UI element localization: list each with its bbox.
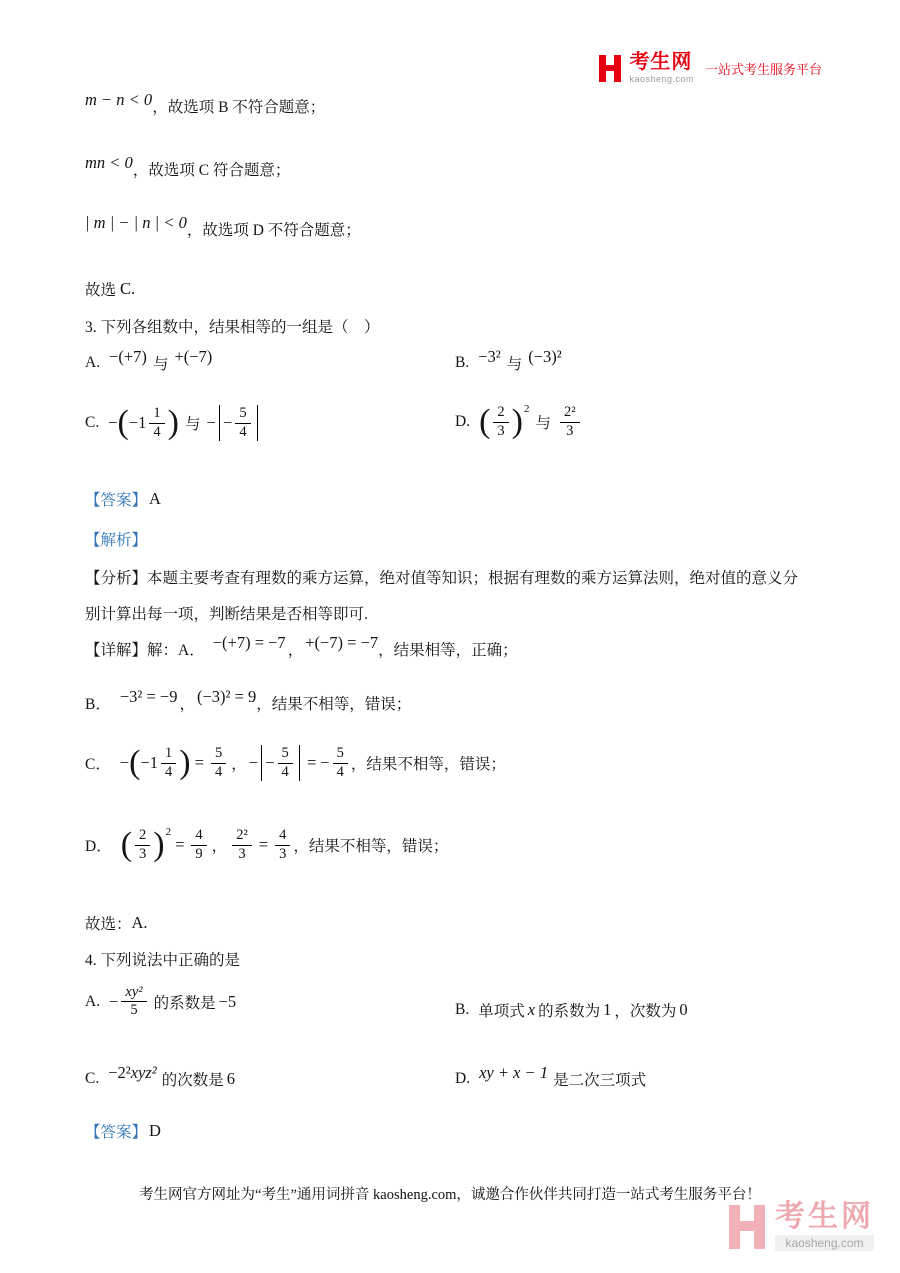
denominator: 3	[566, 422, 574, 439]
math-expression: mn < 0	[85, 153, 133, 172]
q4-title	[85, 948, 240, 970]
math-expression: +(−7)	[174, 347, 213, 366]
math-expression: (−3)²	[528, 347, 562, 366]
q3-title	[85, 315, 380, 337]
numerator: 1	[149, 406, 164, 423]
conclusion-choice: A.	[131, 913, 148, 932]
variable: x	[527, 1000, 536, 1019]
minus-sign: −	[248, 753, 259, 772]
q4-option-a	[85, 985, 236, 1018]
fraction	[333, 746, 348, 779]
denominator: 4	[336, 763, 344, 780]
numerator: xy²	[121, 985, 146, 1002]
abs-bar	[257, 405, 258, 441]
comma: ，	[211, 838, 228, 855]
question-title-text: 3. 下列各组数中，结果相等的一组是（ ）	[85, 319, 380, 336]
numerator: 5	[211, 746, 226, 763]
option-label: B.	[455, 354, 470, 371]
option-text: 单项式	[478, 1003, 525, 1020]
numerator: 5	[333, 746, 348, 763]
denominator: 4	[214, 763, 223, 780]
fraction	[149, 406, 164, 439]
denominator: 3	[238, 845, 246, 862]
value: 6	[226, 1069, 236, 1088]
exponent: 2	[165, 826, 172, 838]
fraction	[235, 406, 250, 439]
left-paren: (	[129, 744, 141, 781]
q3-answer-row	[85, 488, 161, 510]
right-paren: )	[153, 826, 165, 863]
denominator: 4	[281, 763, 289, 780]
q2-solution-line-c	[85, 153, 291, 180]
numerator: 2²	[560, 405, 580, 422]
detail-label: 【详解】	[85, 642, 148, 659]
option-label: B.	[455, 1001, 470, 1018]
q3-option-d	[455, 405, 583, 439]
minus-sign: −	[109, 991, 119, 1011]
minus-sign: −	[265, 753, 275, 772]
kaosheng-watermark-icon	[727, 1205, 767, 1249]
q3-fenxi-line2	[85, 602, 368, 624]
right-paren: )	[179, 744, 191, 781]
q4-option-d	[455, 1063, 647, 1090]
answer-value: A	[149, 489, 161, 508]
option-text: ，次数为	[614, 1003, 677, 1020]
minus-sign: −	[119, 753, 130, 772]
fraction	[560, 405, 580, 438]
equals-sign: =	[194, 753, 204, 772]
left-paren: (	[117, 404, 129, 441]
fraction	[211, 746, 226, 779]
q3-analysis-header	[85, 528, 147, 550]
denominator: 3	[139, 845, 147, 862]
abs-bar	[261, 745, 262, 781]
q3-detail-line-a	[85, 633, 518, 660]
kaosheng-watermark	[727, 1202, 874, 1251]
option-text: 的次数是	[161, 1072, 224, 1089]
conjunction: 与	[506, 356, 523, 373]
option-text: 的系数是	[153, 994, 216, 1012]
equals-sign: =	[175, 835, 185, 854]
page-footer	[0, 1183, 900, 1204]
conjunction: 与	[152, 356, 169, 373]
q2-conclusion	[85, 278, 135, 300]
denominator: 3	[497, 422, 505, 439]
brand-name: 考生网	[629, 51, 693, 73]
watermark-text-block	[775, 1202, 874, 1251]
watermark-brand-name: 考生网	[775, 1200, 874, 1233]
q3-fenxi-line1	[85, 566, 798, 588]
math-expression: xyz²	[130, 1063, 157, 1082]
option-label: B．	[85, 696, 111, 713]
answer-label: 【答案】	[85, 1124, 148, 1141]
option-text: 是二次三项式	[553, 1072, 647, 1089]
detail-tail: ，结果不相等，错误；	[256, 696, 412, 713]
equals-sign: =	[306, 753, 317, 772]
numerator: 5	[278, 746, 293, 763]
q3-option-c	[85, 405, 261, 441]
question-title-text: 4. 下列说法中正确的是	[85, 952, 241, 969]
fraction	[191, 828, 206, 861]
q2-solution-line-d	[85, 213, 361, 240]
math-expression: xy + x − 1	[479, 1063, 549, 1082]
jiexi-label: 【解析】	[85, 532, 148, 549]
q3-detail-line-c	[85, 745, 506, 781]
denominator: 4	[153, 423, 161, 440]
comma: ，	[179, 696, 195, 713]
detail-pre: 解：A．	[147, 642, 205, 659]
option-text: 的系数为	[538, 1003, 601, 1020]
numerator: 2	[493, 405, 508, 422]
denominator: 5	[130, 1002, 138, 1019]
solution-text: ，故选项 C 符合题意；	[132, 162, 291, 179]
right-paren: )	[511, 403, 523, 440]
q3-option-b	[455, 347, 562, 374]
math-expression: +(−7) = −7	[305, 633, 379, 652]
right-paren: )	[167, 404, 179, 441]
fraction	[493, 405, 508, 438]
option-label: C.	[85, 1070, 100, 1087]
numerator: 4	[191, 828, 206, 845]
fenxi-text: 本题主要考查有理数的乘方运算，绝对值等知识；根据有理数的乘方运算法则，绝对值的意义分	[147, 570, 799, 587]
option-label: D.	[455, 413, 471, 430]
fraction	[121, 985, 146, 1018]
conclusion-choice: C.	[120, 279, 136, 298]
math-expression: m − n < 0	[85, 90, 153, 109]
option-label: C.	[85, 414, 100, 431]
answer-label: 【答案】	[85, 492, 148, 509]
numerator: 2²	[232, 828, 252, 845]
integer-part: −1	[140, 753, 159, 772]
fraction	[135, 828, 150, 861]
left-paren: (	[479, 403, 491, 440]
minus-sign: −	[108, 413, 118, 432]
minus-sign: −	[320, 753, 330, 772]
kaosheng-logo-icon	[598, 55, 622, 82]
option-label: D．	[85, 838, 112, 855]
denominator: 9	[195, 845, 203, 862]
math-expression: | m | − | n | < 0	[85, 213, 187, 232]
left-paren: (	[120, 826, 133, 863]
q3-detail-line-d	[85, 828, 448, 862]
conjunction: 与	[185, 416, 201, 433]
abs-bar	[219, 405, 220, 441]
fenxi-text: 别计算出每一项，判断结果是否相等即可.	[85, 606, 368, 623]
conclusion-text: 故选	[85, 282, 117, 299]
q3-detail-line-b	[85, 687, 412, 714]
brand-header	[598, 52, 822, 84]
q3-option-a	[85, 347, 213, 374]
math-expression: (−3)² = 9	[196, 687, 257, 706]
value: 1	[603, 1000, 612, 1019]
brand-text-block	[629, 52, 694, 84]
q4-option-c	[85, 1063, 236, 1090]
denominator: 4	[165, 763, 173, 780]
conjunction: 与	[535, 415, 551, 432]
abs-bar	[299, 745, 300, 781]
numerator: 4	[275, 828, 290, 845]
option-label: A.	[85, 354, 101, 371]
detail-tail: ，结果不相等，错误；	[293, 838, 449, 855]
numerator: 1	[161, 746, 176, 763]
math-expression: −3²	[478, 347, 501, 366]
answer-value: D	[149, 1121, 161, 1140]
numerator: 5	[235, 406, 250, 423]
value: 0	[679, 1000, 688, 1019]
comma: ，	[287, 642, 304, 659]
math-expression: −(+7)	[109, 347, 147, 366]
fraction	[161, 746, 176, 779]
conclusion-text: 故选：	[85, 916, 132, 933]
q3-conclusion	[85, 912, 148, 934]
fraction	[275, 828, 290, 861]
value: −5	[218, 991, 237, 1011]
comma: ，	[231, 756, 247, 773]
fenxi-label: 【分析】	[85, 570, 148, 587]
denominator: 4	[239, 423, 247, 440]
brand-domain: kaosheng.com	[629, 74, 694, 84]
option-label: D.	[455, 1070, 471, 1087]
minus-sign: −	[206, 413, 216, 432]
integer-part: −1	[128, 413, 147, 432]
footer-text: 考生网官方网址为“考生”通用词拼音 kaosheng.com，诚邀合作伙伴共同打造一站式考生服务平台！	[139, 1187, 761, 1203]
q4-answer-row	[85, 1120, 161, 1142]
denominator: 3	[279, 845, 287, 862]
solution-text: ，故选项 B 不符合题意；	[152, 99, 326, 116]
fraction	[278, 746, 293, 779]
watermark-brand-domain: kaosheng.com	[775, 1235, 874, 1251]
math-expression: −(+7) = −7	[212, 633, 286, 652]
minus-sign: −	[223, 413, 233, 432]
equals-sign: =	[258, 835, 269, 854]
solution-text: ，故选项 D 不符合题意；	[186, 222, 361, 239]
fraction	[232, 828, 252, 861]
option-label: C．	[85, 756, 111, 773]
exponent: 2	[523, 403, 530, 415]
q2-solution-line-b	[85, 90, 326, 117]
detail-tail: ，结果不相等，错误；	[350, 756, 506, 773]
q4-option-b	[455, 999, 688, 1021]
option-label: A.	[85, 992, 101, 1010]
numerator: 2	[135, 828, 150, 845]
math-expression: −3² = −9	[119, 687, 178, 706]
detail-tail: ，结果相等，正确；	[378, 642, 518, 659]
math-expression: −2²	[108, 1063, 131, 1082]
brand-tagline: 一站式考生服务平台	[704, 61, 822, 77]
